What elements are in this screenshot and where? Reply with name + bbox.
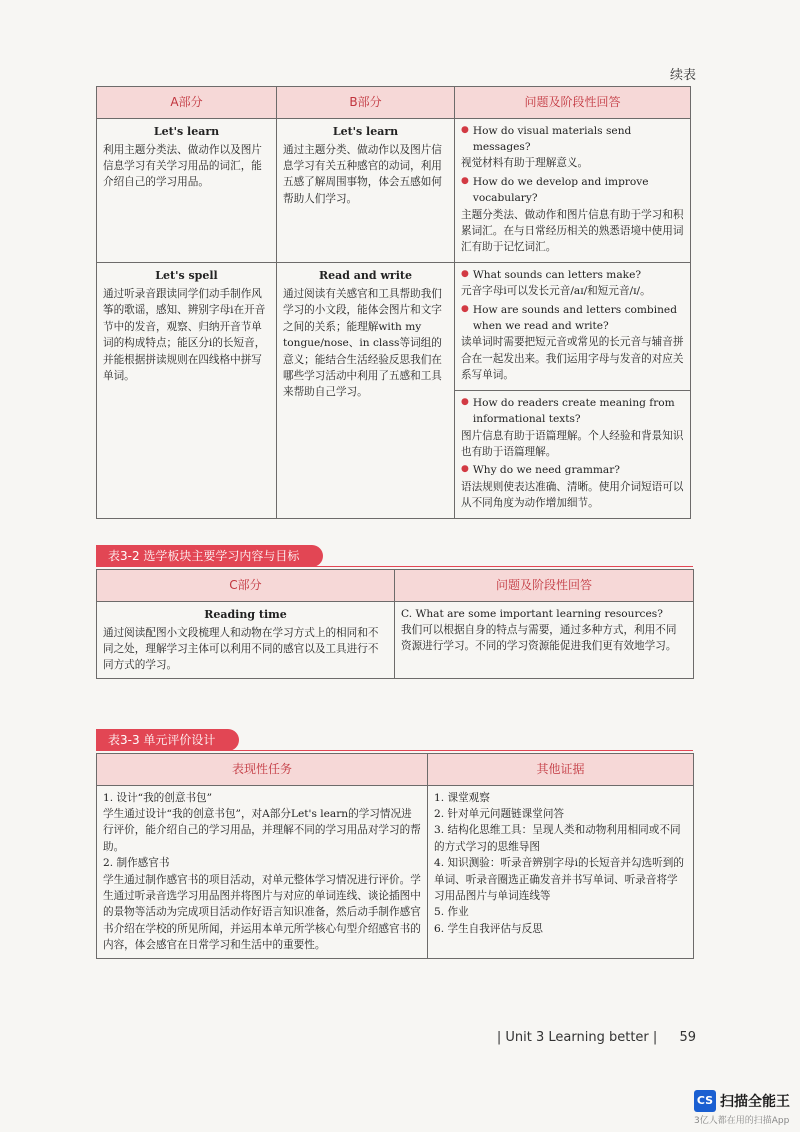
- cell-tasks: [97, 785, 428, 958]
- cell-text: 通过听录音跟读同学们动手制作风筝的歌谣，感知、辨别字母i在开音节中的发音，观察、归纳开音节单词的构成特点；能区分i的长短音，并能根据拼读规则在四线格中拼写单词。: [103, 287, 266, 382]
- question: How do readers create meaning from informational texts?: [472, 396, 675, 426]
- cell-text: 通过主题分类、做动作以及图片信息学习有关五种感官的动词，利用五感了解周围事物，体会五感如何帮助人们学习。: [283, 143, 442, 205]
- cell-a-lets-spell: [97, 262, 277, 518]
- col-header-questions: 问题及阶段性回答: [455, 87, 691, 119]
- bullet-icon: ●: [461, 268, 469, 279]
- footer-title: Learning better: [548, 1030, 649, 1045]
- table-part-ab: [96, 86, 691, 519]
- cell-text: 通过阅读有关感官和工具帮助我们学习的小文段，能体会图片和文字之间的关系；能理解with my tongue/nose、in class等词组的意义；能结合生活经验反思我们在哪些学习活动中利用了五感和工具来帮助自己学习。: [283, 287, 442, 399]
- answer: 图片信息有助于语篇理解。个人经验和背景知识也有助于语篇理解。: [461, 429, 684, 458]
- cell-title: Let's learn: [153, 124, 220, 138]
- col-header-b: B部分: [277, 87, 455, 119]
- cell-questions-1: [455, 118, 691, 262]
- task-text: 学生通过设计“我的创意书包”，对A部分Let's learn的学习情况进行评价，能介绍自己的学习用品，并理解不同的学习用品对学习的帮助。: [103, 808, 421, 853]
- continued-label: 续表: [669, 68, 696, 83]
- cell-text: 利用主题分类法、做动作以及图片信息学习有关学习用品的词汇，能介绍自己的学习用品。: [103, 143, 262, 189]
- answer: 语法规则使表达准确、清晰。使用介词短语可以从不同角度为动作增加细节。: [461, 480, 684, 510]
- cell-title: Reading time: [204, 607, 287, 621]
- task-title: 1. 设计“我的创意书包”: [103, 791, 213, 804]
- cell-questions-3: [455, 390, 691, 518]
- question: C. What are some important learning resources?: [401, 607, 663, 620]
- cell-b-lets-learn: [277, 118, 455, 262]
- scanner-watermark: [694, 1090, 790, 1126]
- evidence-item: 2. 针对单元问题链课堂问答: [434, 808, 565, 820]
- question: What sounds can letters make?: [472, 268, 642, 281]
- table-caption-3-2: 表3-2 选学板块主要学习内容与目标: [96, 545, 323, 567]
- answer: 读单词时需要把短元音或常见的长元音与辅音拼合在一起发出来。我们运用字母与发音的对应关系写单词。: [461, 336, 684, 382]
- camscanner-logo-icon: CS: [694, 1090, 716, 1112]
- cell-title: Read and write: [319, 268, 412, 282]
- evidence-item: 4. 知识测验：听录音辨别字母i的长短音并勾选听到的单词、听录音圈选正确发音并书写单词、听录音将学习用品图片与单词连线等: [434, 857, 684, 903]
- answer: 主题分类法、做动作和图片信息有助于学习和积累词汇。在与日常经历相关的熟悉语境中使用词汇有助于记忆词汇。: [461, 208, 684, 254]
- cell-evidence: [428, 785, 694, 958]
- cell-title: Let's spell: [155, 268, 218, 282]
- footer-unit: Unit 3: [505, 1030, 545, 1045]
- evidence-item: 5. 作业: [434, 906, 469, 919]
- cell-title: Let's learn: [332, 124, 399, 138]
- bullet-icon: ●: [461, 303, 469, 314]
- col-header-questions: 问题及阶段性回答: [395, 570, 694, 602]
- page-number: 59: [679, 1030, 696, 1045]
- bullet-icon: ●: [461, 464, 469, 475]
- task-text: 学生通过制作感官书的项目活动，对单元整体学习情况进行评价。学生通过听录音选学习用品图并将图片与对应的单词连线、谈论插图中的景物等活动为完成项目活动作好语言知识准备，然后动手制作感官书介绍在学校的所见所闻，并运用本单元所学核心句型介绍感官书的内容，体会感官在日常学习和生活中的重要性。: [103, 873, 421, 952]
- question: How do visual materials send messages?: [472, 124, 632, 153]
- col-header-tasks: 表现性任务: [97, 754, 428, 786]
- answer: 元音字母i可以发长元音/aɪ/和短元音/ɪ/。: [461, 285, 651, 298]
- bullet-icon: ●: [461, 124, 469, 135]
- cell-a-lets-learn: [97, 118, 277, 262]
- footer-divider: |: [652, 1030, 658, 1045]
- answer: 我们可以根据自身的特点与需要，通过多种方式，利用不同资源进行学习。不同的学习资源能促进我们更有效地学习。: [401, 624, 677, 653]
- cell-questions-c: [395, 601, 694, 678]
- question: How are sounds and letters combined when we read and write?: [472, 303, 677, 333]
- page-footer: [497, 1030, 696, 1045]
- cell-questions-2: [455, 262, 691, 390]
- col-header-a: A部分: [97, 87, 277, 119]
- watermark-tagline: 3亿人都在用的扫描App: [694, 1116, 790, 1126]
- table-evaluation: [96, 753, 694, 959]
- cell-c-reading-time: [97, 601, 395, 678]
- table-caption-3-3: 表3-3 单元评价设计: [96, 729, 239, 751]
- cell-b-read-write: [277, 262, 455, 518]
- col-header-c: C部分: [97, 570, 395, 602]
- table-part-c: [96, 569, 694, 679]
- watermark-name: 扫描全能王: [720, 1094, 790, 1110]
- bullet-icon: ●: [461, 175, 469, 186]
- footer-divider: |: [496, 1030, 502, 1045]
- evidence-item: 6. 学生自我评估与反思: [434, 922, 543, 935]
- question: How do we develop and improve vocabulary?: [472, 175, 649, 205]
- answer: 视觉材料有助于理解意义。: [461, 157, 589, 170]
- cell-text: 通过阅读配图小文段梳理人和动物在学习方式上的相同和不同之处，理解学习主体可以利用不同的感官以及工具进行不同方式的学习。: [103, 626, 379, 672]
- evidence-item: 3. 结构化思维工具：呈现人类和动物利用相同或不同的方式学习的思维导图: [434, 824, 681, 853]
- evidence-item: 1. 课堂观察: [434, 791, 490, 804]
- col-header-evidence: 其他证据: [428, 754, 694, 786]
- question: Why do we need grammar?: [472, 464, 620, 477]
- task-title: 2. 制作感官书: [103, 857, 170, 870]
- bullet-icon: ●: [461, 396, 469, 407]
